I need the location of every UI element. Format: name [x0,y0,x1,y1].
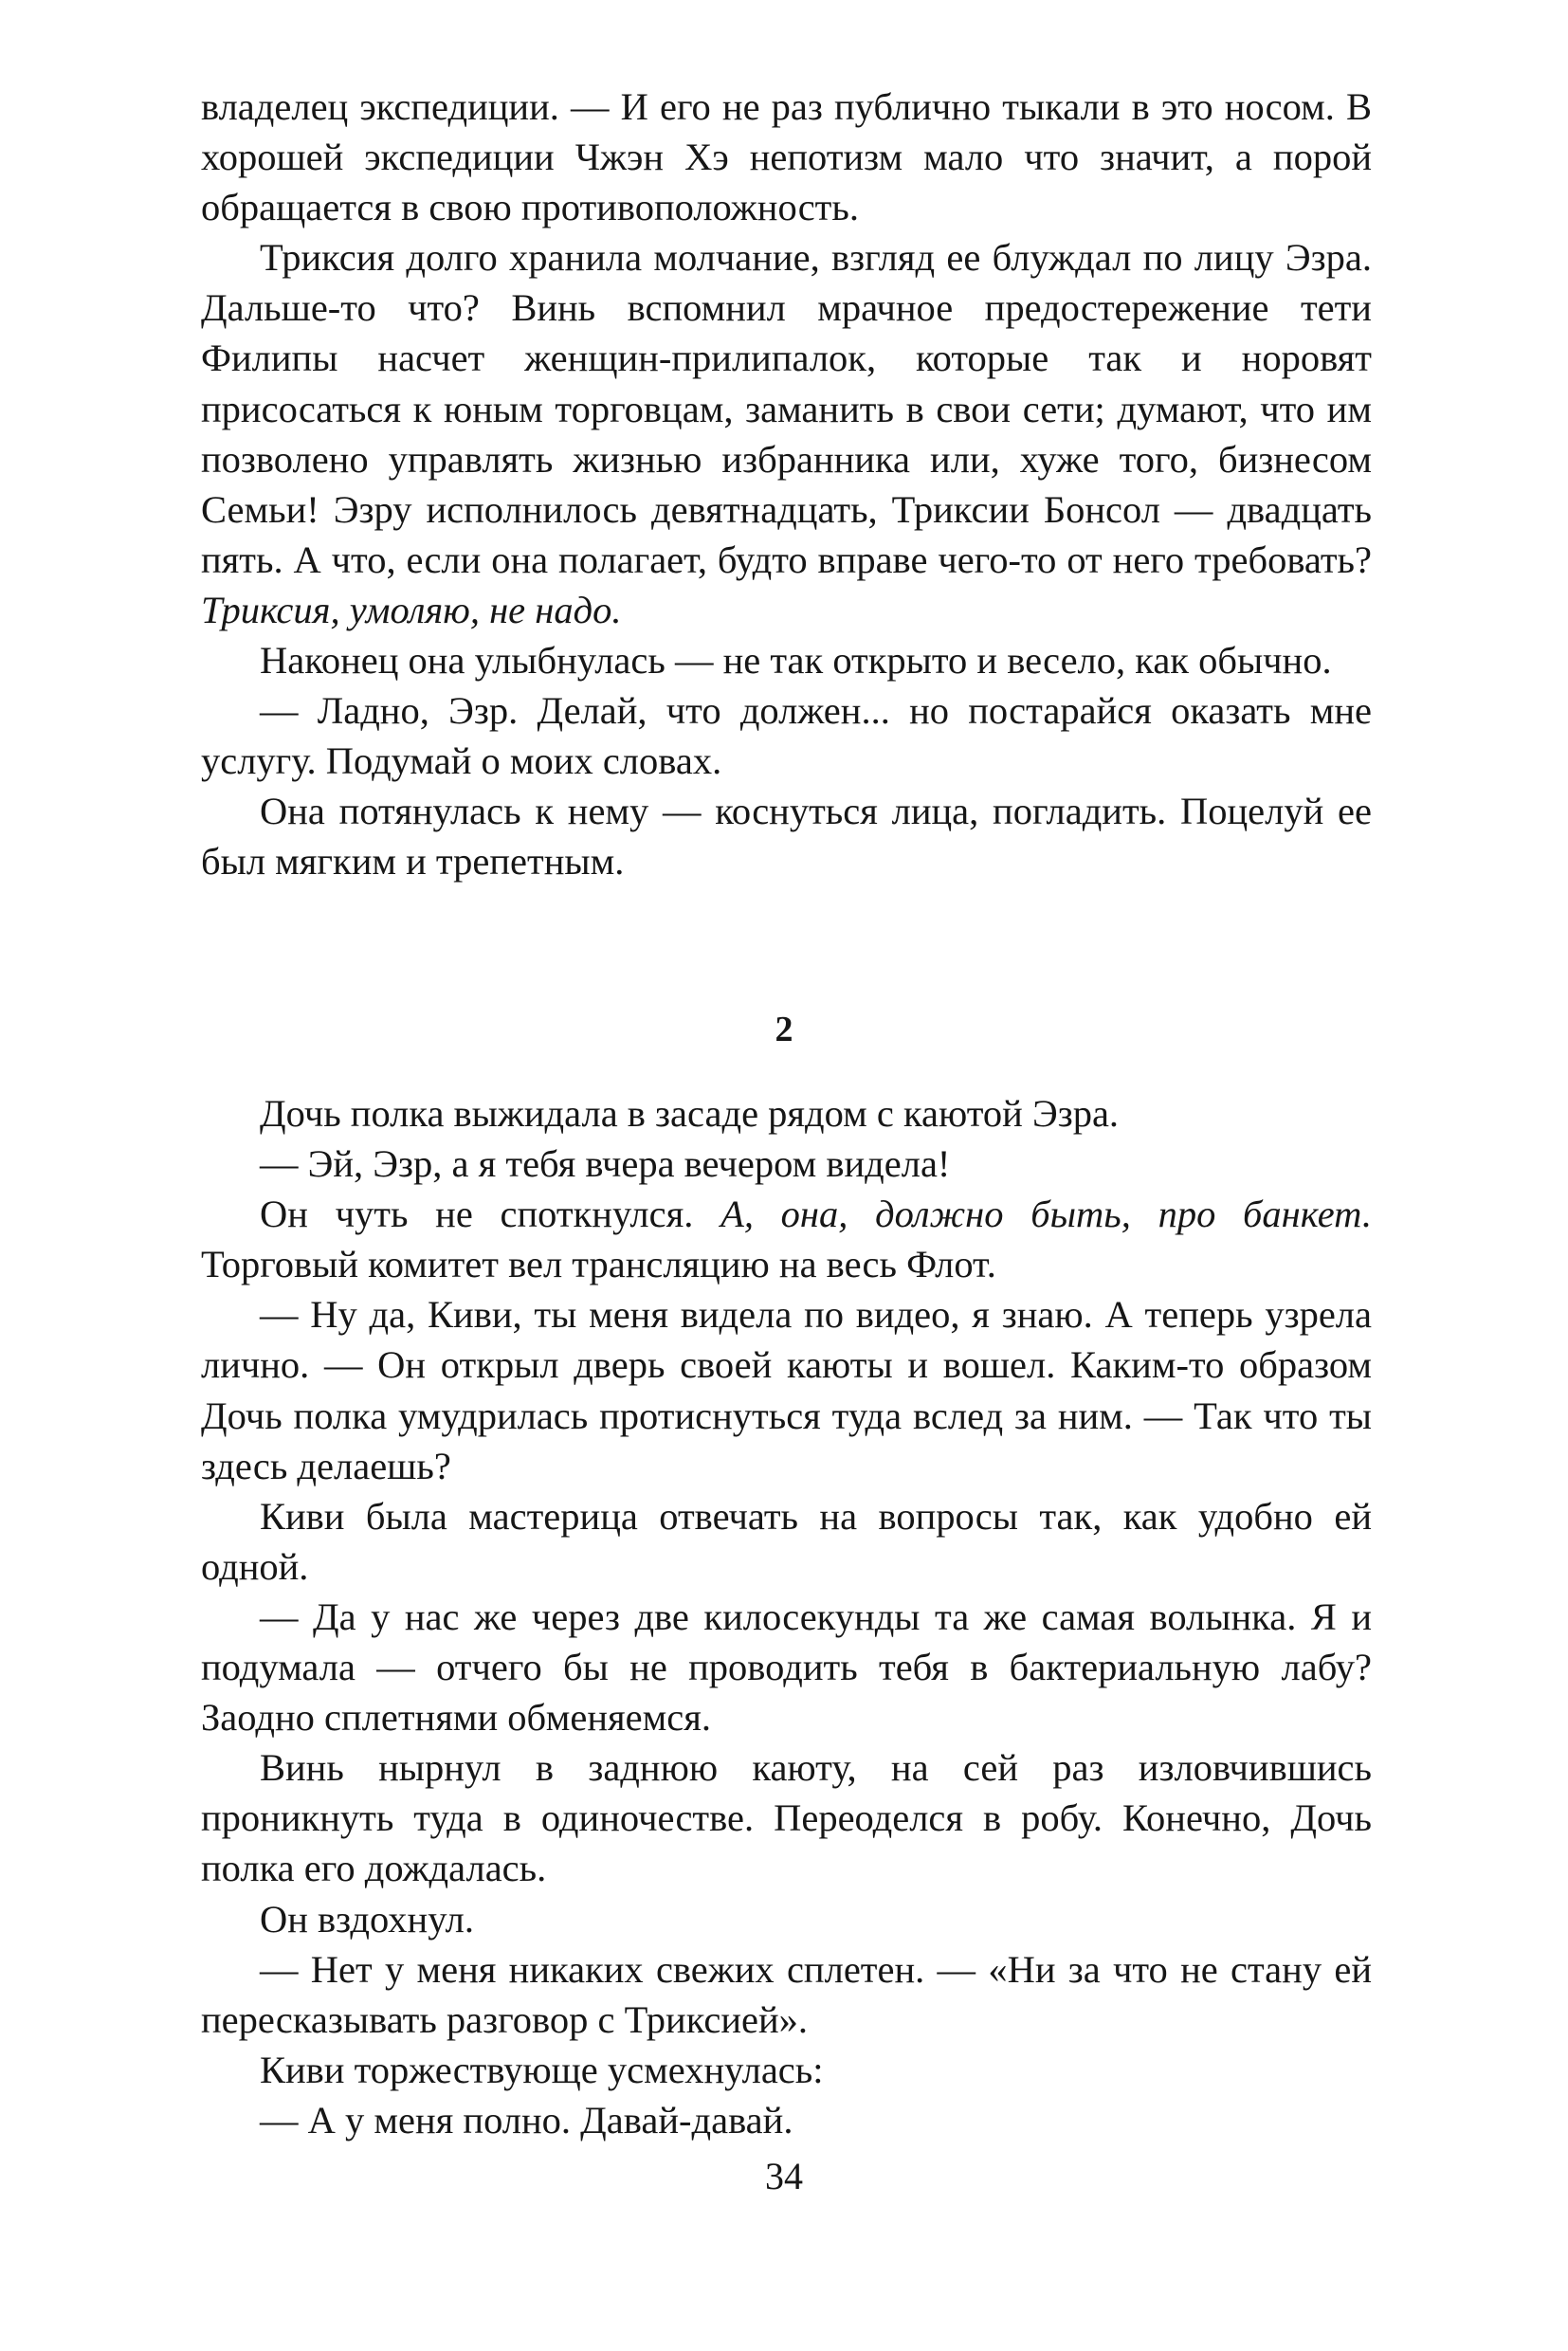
paragraph: — Ну да, Киви, ты меня видела по видео, я знаю. А теперь узрела лично. — Он открыл дверь своей каюты и вошел. Каким-то образом Дочь полка умудрилась протиснуться туда вслед за ним. — Так что ты здесь делаешь? [201,1293,1372,1487]
text-block-top [201,82,1372,887]
text-block-body [201,1088,1372,2145]
paragraph: Винь нырнул в заднюю каюту, на сей раз изловчившись проникнуть туда в одиночестве. Переоделся в робу. Конечно, Дочь полка его дождалась. [201,1746,1372,1890]
paragraph: Триксия долго хранила молчание, взгляд ее блуждал по лицу Эзра. Дальше-то что? Винь вспомнил мрачное предостережение тети Филипы насчет женщин-прилипалок, которые так и норовят присосаться к юным торговцам, заманить в свои сети; думают, что им позволено управлять жизнью избранника или, хуже того, бизнесом Семьи! Эзру исполнилось девятнадцать, Триксии Бонсол — двадцать пять. А что, если она полагает, будто вправе чего-то от него требовать? Триксия, умоляю, не надо. [201,236,1372,631]
paragraph: Она потянулась к нему — коснуться лица, погладить. Поцелуй ее был мягким и трепетным. [201,790,1372,884]
paragraph: Наконец она улыбнулась — не так открыто и весело, как обычно. [260,639,1332,683]
paragraph: Он чуть не споткнулся. А, она, должно быть, про банкет. Торговый комитет вел трансляцию на весь Флот. [201,1193,1373,1286]
paragraph: владелец экспедиции. — И его не раз публично тыкали в это носом. В хорошей экспедиции Чжэн Хэ непотизм мало что значит, а порой обращается в свою противоположность. [201,85,1372,229]
chapter-number: 2 [775,1010,793,1049]
page-number: 34 [765,2155,803,2197]
paragraph: — А у меня полно. Давай-давай. [260,2098,793,2141]
paragraph: — Нет у меня никаких свежих сплетен. — «Ни за что не стану ей пересказывать разговор с Триксией». [201,1947,1372,2041]
paragraph: Киви торжествующе усмехнулась: [260,2048,824,2091]
paragraph: Он вздохнул. [260,1897,475,1941]
paragraph: — Да у нас же через две килосекунды та же самая волынка. Я и подумала — отчего бы не проводить тебя в бактериальную лабу? Заодно сплетнями обменяемся. [201,1595,1372,1740]
paragraph: Дочь полка выжидала в засаде рядом с каютой Эзра. [260,1092,1120,1135]
paragraph: — Ладно, Эзр. Делай, что должен... но постарайся оказать мне услугу. Подумай о моих словах. [201,689,1372,783]
paragraph: Киви была мастерица отвечать на вопросы так, как удобно ей одной. [201,1494,1372,1588]
paragraph: — Эй, Эзр, а я тебя вчера вечером видела! [260,1142,951,1186]
